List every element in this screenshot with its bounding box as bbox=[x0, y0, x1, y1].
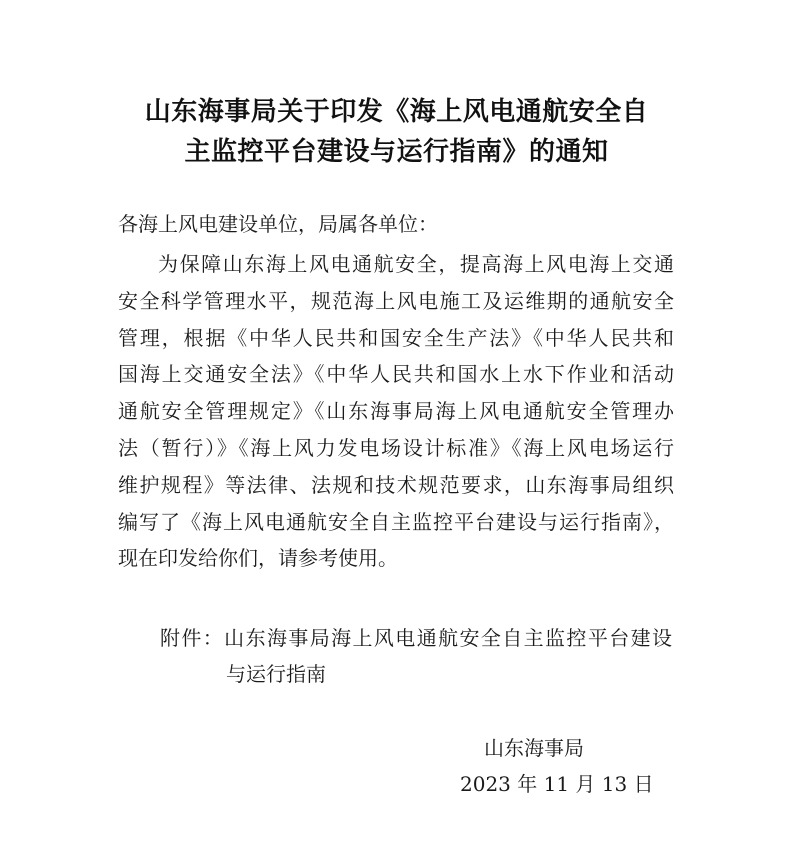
paragraph-line: 安全科学管理水平，规范海上风电施工及运维期的通航安全 bbox=[118, 288, 674, 313]
paragraph-line: 法（暂行）》《海上风力发电场设计标准》《海上风电场运行 bbox=[118, 435, 674, 460]
issuer-signature: 山东海事局 bbox=[484, 736, 584, 760]
title-line: 山东海事局关于印发《海上风电通航安全自 bbox=[144, 97, 649, 127]
paragraph-line: 现在印发给你们，请参考使用。 bbox=[118, 546, 398, 571]
attachment-note bbox=[160, 620, 672, 692]
paragraph-line: 国海上交通安全法》《中华人民共和国水上水下作业和活动 bbox=[118, 362, 674, 387]
paragraph-line: 管理，根据《中华人民共和国安全生产法》《中华人民共和 bbox=[118, 325, 674, 350]
paragraph-line: 为保障山东海上风电通航安全，提高海上风电海上交通 bbox=[158, 252, 674, 276]
paragraph-line: 编写了《海上风电通航安全自主监控平台建设与运行指南》， bbox=[118, 509, 674, 534]
title-line: 主监控平台建设与运行指南》的通知 bbox=[184, 137, 609, 167]
document-title bbox=[0, 92, 793, 172]
issue-date: 2023 年 11 月 13 日 bbox=[460, 772, 654, 796]
paragraph-line: 维护规程》等法律、法规和技术规范要求，山东海事局组织 bbox=[118, 472, 674, 497]
body-paragraph bbox=[118, 246, 674, 577]
salutation: 各海上风电建设单位，局属各单位： bbox=[118, 212, 438, 236]
paragraph-line: 通航安全管理规定》《山东海事局海上风电通航安全管理办 bbox=[118, 399, 674, 424]
attachment-line: 附件：山东海事局海上风电通航安全自主监控平台建设 bbox=[160, 626, 672, 650]
attachment-line: 与运行指南 bbox=[226, 662, 326, 686]
